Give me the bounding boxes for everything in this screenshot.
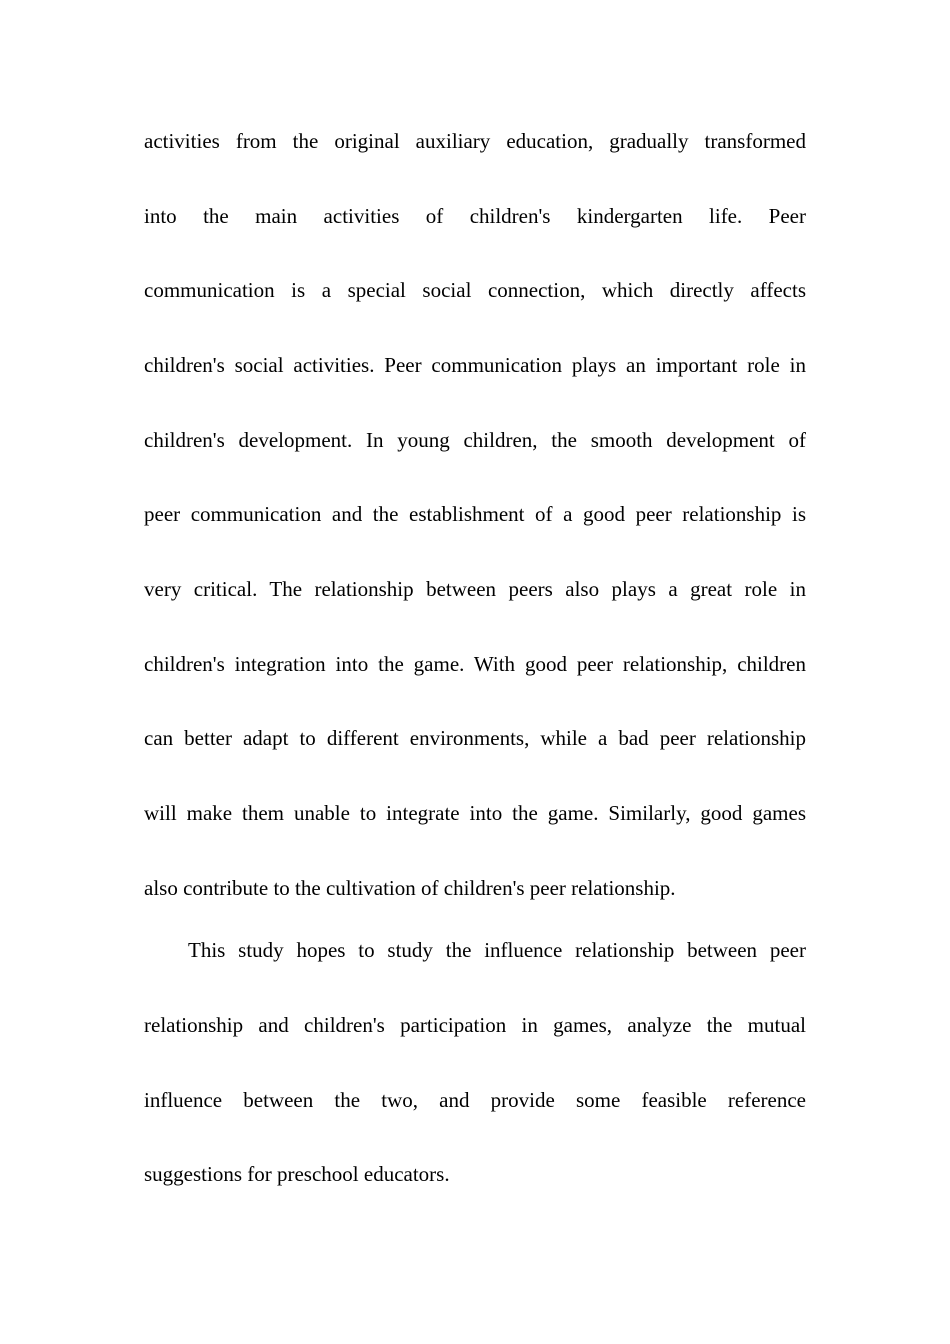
text-line: suggestions for preschool educators. [144,1162,450,1186]
text-line: very critical. The relationship between peers also plays a great role in [144,577,806,601]
text-line: children's social activities. Peer communication plays an important role in [144,353,806,377]
text-line: peer communication and the establishment of a good peer relationship is [144,502,806,526]
text-line: can better adapt to different environments, while a bad peer relationship [144,726,806,750]
text-line: will make them unable to integrate into the game. Similarly, good games [144,801,806,825]
text-line: influence between the two, and provide some feasible reference [144,1088,806,1112]
text-line: also contribute to the cultivation of children's peer relationship. [144,876,676,900]
text-line: relationship and children's participation in games, analyze the mutual [144,1013,806,1037]
text-line: activities from the original auxiliary education, gradually transformed [144,129,806,153]
text-line: into the main activities of children's kindergarten life. Peer [144,204,806,228]
text-line: This study hopes to study the influence relationship between peer [188,938,806,962]
text-line: children's development. In young children, the smooth development of [144,428,806,452]
text-line: children's integration into the game. With good peer relationship, children [144,652,806,676]
text-line: communication is a special social connection, which directly affects [144,278,806,302]
